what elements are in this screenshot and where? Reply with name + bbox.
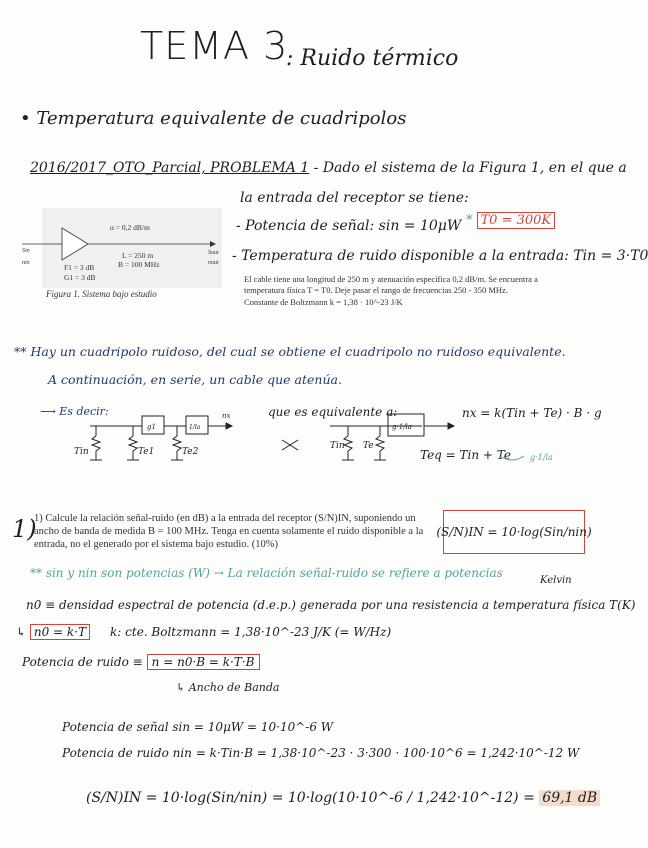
- resistor-tin: [92, 436, 100, 451]
- label-side-g: g·1/la: [530, 453, 553, 462]
- label-tin-2: Tin: [330, 441, 345, 451]
- label-te1: Te1: [138, 447, 155, 457]
- page-title: TEMA 3: [140, 24, 289, 68]
- page-subtitle: : Ruido térmico: [286, 46, 459, 71]
- equivalent-label: que es equivalente a:: [268, 405, 398, 419]
- boltzmann-text: k: cte. Boltzmann = 1,38·10^-23 J/K (= W/Hz): [110, 625, 392, 639]
- exam-header: [30, 160, 627, 176]
- exam-title: 2016/2017_OTO_Parcial, PROBLEMA 1: [30, 160, 310, 176]
- asterisk: *: [466, 213, 473, 228]
- fig-sin-label: Sin: [22, 248, 30, 254]
- signal-power-calc: Potencia de señal sin = 10μW = 10·10^-6 W: [62, 720, 334, 734]
- resistor-te2: [173, 436, 181, 451]
- bandwidth-annotation: ↳ Ancho de Banda: [176, 681, 280, 694]
- sn-formula-box: (S/N)IN = 10·log(Sin/nin): [443, 510, 585, 554]
- noise-power-box: n = n0·B = k·T·B: [147, 654, 260, 670]
- exam-intro-continued: la entrada del receptor se tiene:: [240, 190, 469, 206]
- noise-power-line: [22, 655, 260, 669]
- fig-alpha-label: α = 0,2 dB/m: [110, 223, 150, 232]
- n0-definition: n0 ≡ densidad espectral de potencia (d.e.p.) generada por una resistencia a temperatura física T(K): [26, 598, 636, 612]
- noise-power-label: Potencia de ruido ≡: [22, 655, 143, 669]
- label-g1: g1: [147, 423, 156, 431]
- resistor-te1: [129, 436, 137, 451]
- fig-length-label: L = 250 m: [122, 251, 154, 260]
- boltzmann-constant-note: Constante de Boltzmann k = 1,38 · 10^-23 J/K: [244, 297, 403, 307]
- section-heading: • Temperatura equivalente de cuadripolos: [20, 108, 407, 129]
- label-la: 1/la: [189, 424, 201, 431]
- note-noisy-quadripole: ** Hay un cuadripolo ruidoso, del cual se obtiene el cuadripolo no ruidoso equivalente.: [14, 344, 566, 359]
- label-te: Te: [363, 441, 374, 451]
- n0-box: n0 = k·T: [30, 624, 90, 640]
- figure-caption: Figura 1. Sistema bajo estudio: [46, 289, 157, 299]
- exam-intro: - Dado el sistema de la Figura 1, en el que a: [313, 160, 627, 176]
- formula-teq: Teq = Tin + Te: [420, 448, 511, 462]
- fig-nin-label: nin: [22, 260, 30, 266]
- fig-g1-label: G1 = 3 dB: [64, 273, 96, 282]
- fig-f1-label: F1 = 3 dB: [64, 263, 95, 272]
- kelvin-annotation: Kelvin: [540, 575, 572, 586]
- label-block-g: g·1/la: [392, 423, 412, 431]
- final-formula: (S/N)IN = 10·log(Sin/nin) = 10·log(10·10^-6 / 1,242·10^-12) =: [86, 790, 535, 806]
- condition-signal-power: - Potencia de señal: sin = 10μW: [236, 218, 462, 234]
- condition-noise-temperature: - Temperatura de ruido disponible a la entrada: Tin = 3·T0: [232, 248, 648, 264]
- question-number: 1): [12, 515, 37, 543]
- question-text: 1) Calcule la relación señal-ruido (en dB) a la entrada del receptor (S/N)IN, suponiendo un ancho de banda de medida B = 100 MHz. Tenga en cuenta solamente el ruido disponible a la entrada, no el generado por el sistema bajo estudio. (10%): [34, 513, 424, 550]
- fig-nout-label: nout: [208, 260, 219, 266]
- system-figure: [22, 206, 228, 292]
- final-result-line: [86, 790, 600, 806]
- label-nx: nx: [222, 412, 231, 420]
- label-te2: Te2: [182, 447, 199, 457]
- equivalent-circuit-diagram: [30, 398, 575, 480]
- note-cable: A continuación, en serie, un cable que atenúa.: [48, 372, 342, 387]
- es-decir-label: ⟶ Es decir:: [40, 405, 109, 418]
- resistor-tin-2: [344, 436, 352, 451]
- note-powers: ** sin y nin son potencias (W) → La relación señal-ruido se refiere a potencias: [30, 566, 503, 580]
- t0-note: [466, 213, 555, 228]
- resistor-te: [376, 436, 384, 451]
- es-decir-text: Es decir:: [59, 405, 109, 418]
- n0-formula-line: ↳ n0 = k·T k: cte. Boltzmann = 1,38·10^-23 J/K (= W/Hz): [16, 625, 392, 639]
- printed-statement: El cable tiene una longitud de 250 m y atenuación específica 0,2 dB/m. Se encuentra a temperatura física T = T0. Deje pasar el rango de frecuencias 250 - 350 MHz.: [244, 274, 538, 295]
- formula-nx: nx = k(Tin + Te) · B · g: [462, 406, 602, 420]
- noise-power-calc: Potencia de ruido nin = k·Tin·B = 1,38·10^-23 · 3·300 · 100·10^6 = 1,242·10^-12 W: [62, 746, 580, 760]
- fig-sout-label: Sout: [208, 250, 219, 256]
- final-result: 69,1 dB: [539, 790, 600, 806]
- label-tin: Tin: [74, 447, 89, 457]
- teal-arrow: [500, 456, 524, 460]
- fig-bandwidth-label: B = 100 MHz: [118, 260, 160, 269]
- t0-box: T0 = 300K: [477, 212, 556, 229]
